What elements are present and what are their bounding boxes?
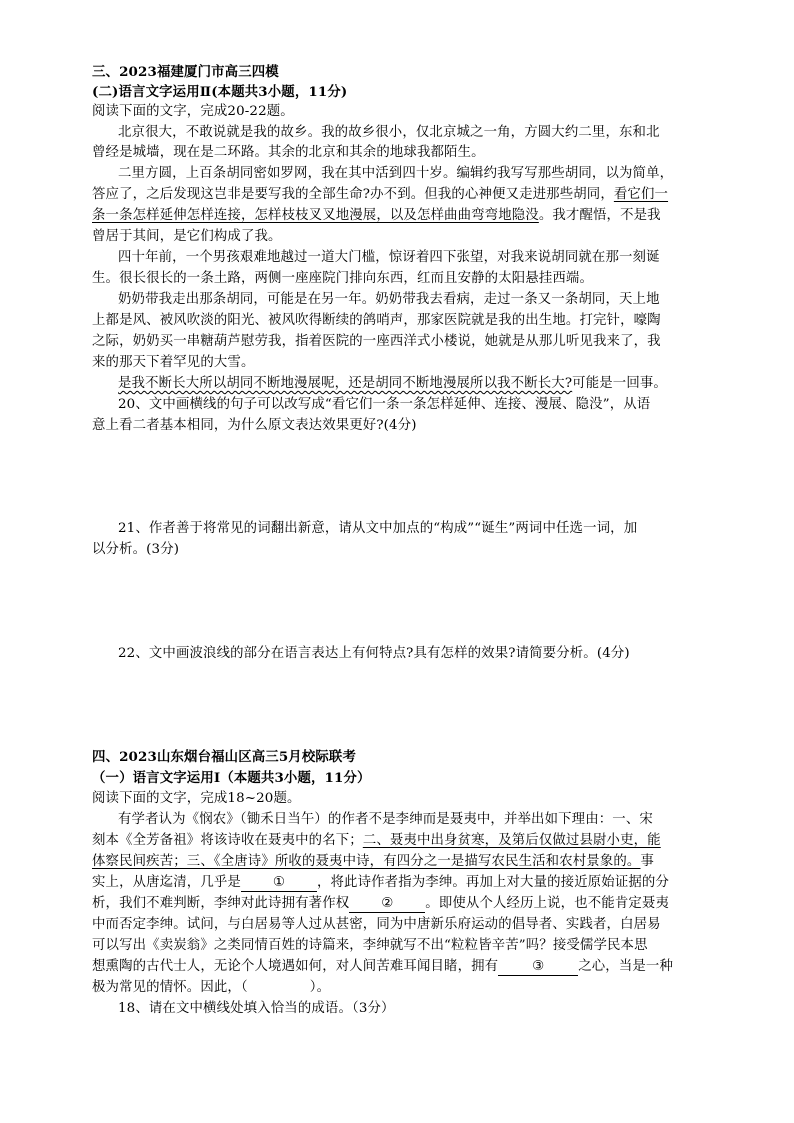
paragraph-line: 奶奶带我走出那条胡同，可能是在另一年。奶奶带我去看病，走过一条又一条胡同，天上地 xyxy=(118,292,660,307)
fill-blank-2: ② xyxy=(349,896,425,913)
fill-blank-1: ① xyxy=(241,875,317,892)
paragraph-line xyxy=(92,978,330,998)
question-20-cont: 意上看二者基本相同，为什么原文表达效果更好?(4分) xyxy=(92,418,417,433)
paragraph-line: 可以写出《卖炭翁》之类同情百姓的诗篇来，李绅就写不出“粒粒皆辛苦”吗？接受儒学民本思 xyxy=(92,938,648,953)
paragraph-line: 来的那天下着罕见的大雪。 xyxy=(92,355,255,370)
paragraph-line xyxy=(118,374,667,394)
text-span: 。即使从个人经历上说，也不能肯定聂夷 xyxy=(425,896,670,911)
paragraph-line xyxy=(92,873,669,893)
text-span: 刻本《全芳备祖》将该诗收在聂夷中的名下； xyxy=(92,833,363,848)
text-span: 实上，从唐迄清，几乎是 xyxy=(92,875,241,890)
text-span: 之心，当是一种 xyxy=(578,959,674,974)
paragraph-line xyxy=(92,185,668,205)
text-span: ）。 xyxy=(309,980,331,995)
paragraph-line xyxy=(92,206,661,226)
underlined-text: 看它们一 xyxy=(613,187,669,202)
paragraph-line: 曾经是城墙，现在是二环路。其余的北京和其余的地球我都陌生。 xyxy=(92,145,485,160)
paragraph-line xyxy=(92,957,673,977)
text-span: 想熏陶的古代士人，无论个人境遇如何，对人间苦难耳闻目睹，拥有 xyxy=(92,959,499,974)
underlined-text: 条一条怎样延伸怎样连接，怎样枝枝叉叉地漫展，以及怎样曲曲弯弯地隐没 xyxy=(92,208,539,223)
text-span: 答应了，之后发现这岂非是要写我的全部生命?办不到。但我的心神便又走进那些胡同， xyxy=(92,187,614,202)
section-title: 四、2023山东烟台福山区高三5月校际联考 xyxy=(92,749,356,765)
question-21-cont: 以分析。(3分) xyxy=(92,542,180,557)
question-18: 18、请在文中横线处填入恰当的成语。（3分） xyxy=(118,1001,395,1016)
paragraph-line: 二里方圆，上百条胡同密如罗网，我在其中活到四十岁。编辑约我写写那些胡同，以为简单， xyxy=(118,166,674,181)
paragraph-line: 曾居于其间，是它们构成了我。 xyxy=(92,229,282,244)
instruction: 阅读下面的文字，完成18~20题。 xyxy=(92,791,301,806)
text-span: 极为常见的情怀。因此，（ xyxy=(92,980,248,995)
question-22: 22、文中画波浪线的部分在语言表达上有何特点?具有怎样的效果?请简要分析。(4分) xyxy=(118,646,630,661)
section-subtitle: (二)语言文字运用Ⅱ(本题共3小题，11分) xyxy=(92,84,348,100)
text-span: 可能是一回事。 xyxy=(572,376,667,391)
section-title: 三、2023福建厦门市高三四模 xyxy=(92,64,279,80)
question-21: 21、作者善于将常见的词翻出新意，请从文中加点的“构成”“诞生”两词中任选一词，加 xyxy=(118,521,638,536)
text-span: ，将此诗作者指为李绅。再加上对大量的接近原始证据的分 xyxy=(316,875,670,890)
underlined-text: 二、聂夷中出身贫寒，及第后仅做过县尉小吏，能 xyxy=(362,833,661,848)
paragraph-line xyxy=(92,831,661,851)
fill-blank-3: ③ xyxy=(498,959,578,976)
paragraph-line: 之际，奶奶买一串糖葫芦慰劳我，指着医院的一座西洋式小楼说，她就是从那儿听见我来了，我 xyxy=(92,334,661,349)
paragraph-line xyxy=(92,852,654,872)
section-subtitle: （一）语言文字运用Ⅰ（本题共3小题，11分） xyxy=(92,770,371,786)
underlined-text: 体察民间疾苦；三、《全唐诗》所收的聂夷中诗，有四分之一是描写农民生活和农村景象的。 xyxy=(92,854,641,869)
instruction: 阅读下面的文字，完成20-22题。 xyxy=(92,104,294,119)
paragraph-line: 生。很长很长的一条土路，两侧一座座院门排向东西，红而且安静的太阳悬挂西端。 xyxy=(92,271,594,286)
paragraph-line: 有学者认为《悯农》（锄禾日当午）的作者不是李绅而是聂夷中，并举出如下理由：一、宋 xyxy=(118,812,653,827)
text-span: 事 xyxy=(640,854,655,869)
paragraph-line: 上都是风、被风吹淡的阳光、被风吹得断续的鸽哨声，那家医院就是我的出生地。打完针，嚎陶 xyxy=(92,313,661,328)
text-span: 析，我们不难判断，李绅对此诗拥有著作权 xyxy=(92,896,350,911)
paragraph-line: 四十年前，一个男孩艰难地越过一道大门槛，惊讶着四下张望，对我来说胡同就在那一刻诞 xyxy=(118,250,660,265)
wavy-underlined-text: 是我不断长大所以胡同不断地漫展呢，还是胡同不断地漫展所以我不断长大? xyxy=(118,376,573,391)
paragraph-line: 北京很大，不敢说就是我的故乡。我的故乡很小，仅北京城之一角，方圆大约二里，东和北 xyxy=(118,125,660,140)
paragraph-line: 中而否定李绅。试问，与白居易等人过从甚密，同为中唐新乐府运动的倡导者、实践者，白居易 xyxy=(92,917,661,932)
text-span: 。我才醒悟，不是我 xyxy=(538,208,661,223)
paragraph-line xyxy=(92,894,669,914)
question-20: 20、文中画横线的句子可以改写成“看它们一条一条怎样延伸、连接、漫展、隐没”，从语 xyxy=(118,397,651,412)
